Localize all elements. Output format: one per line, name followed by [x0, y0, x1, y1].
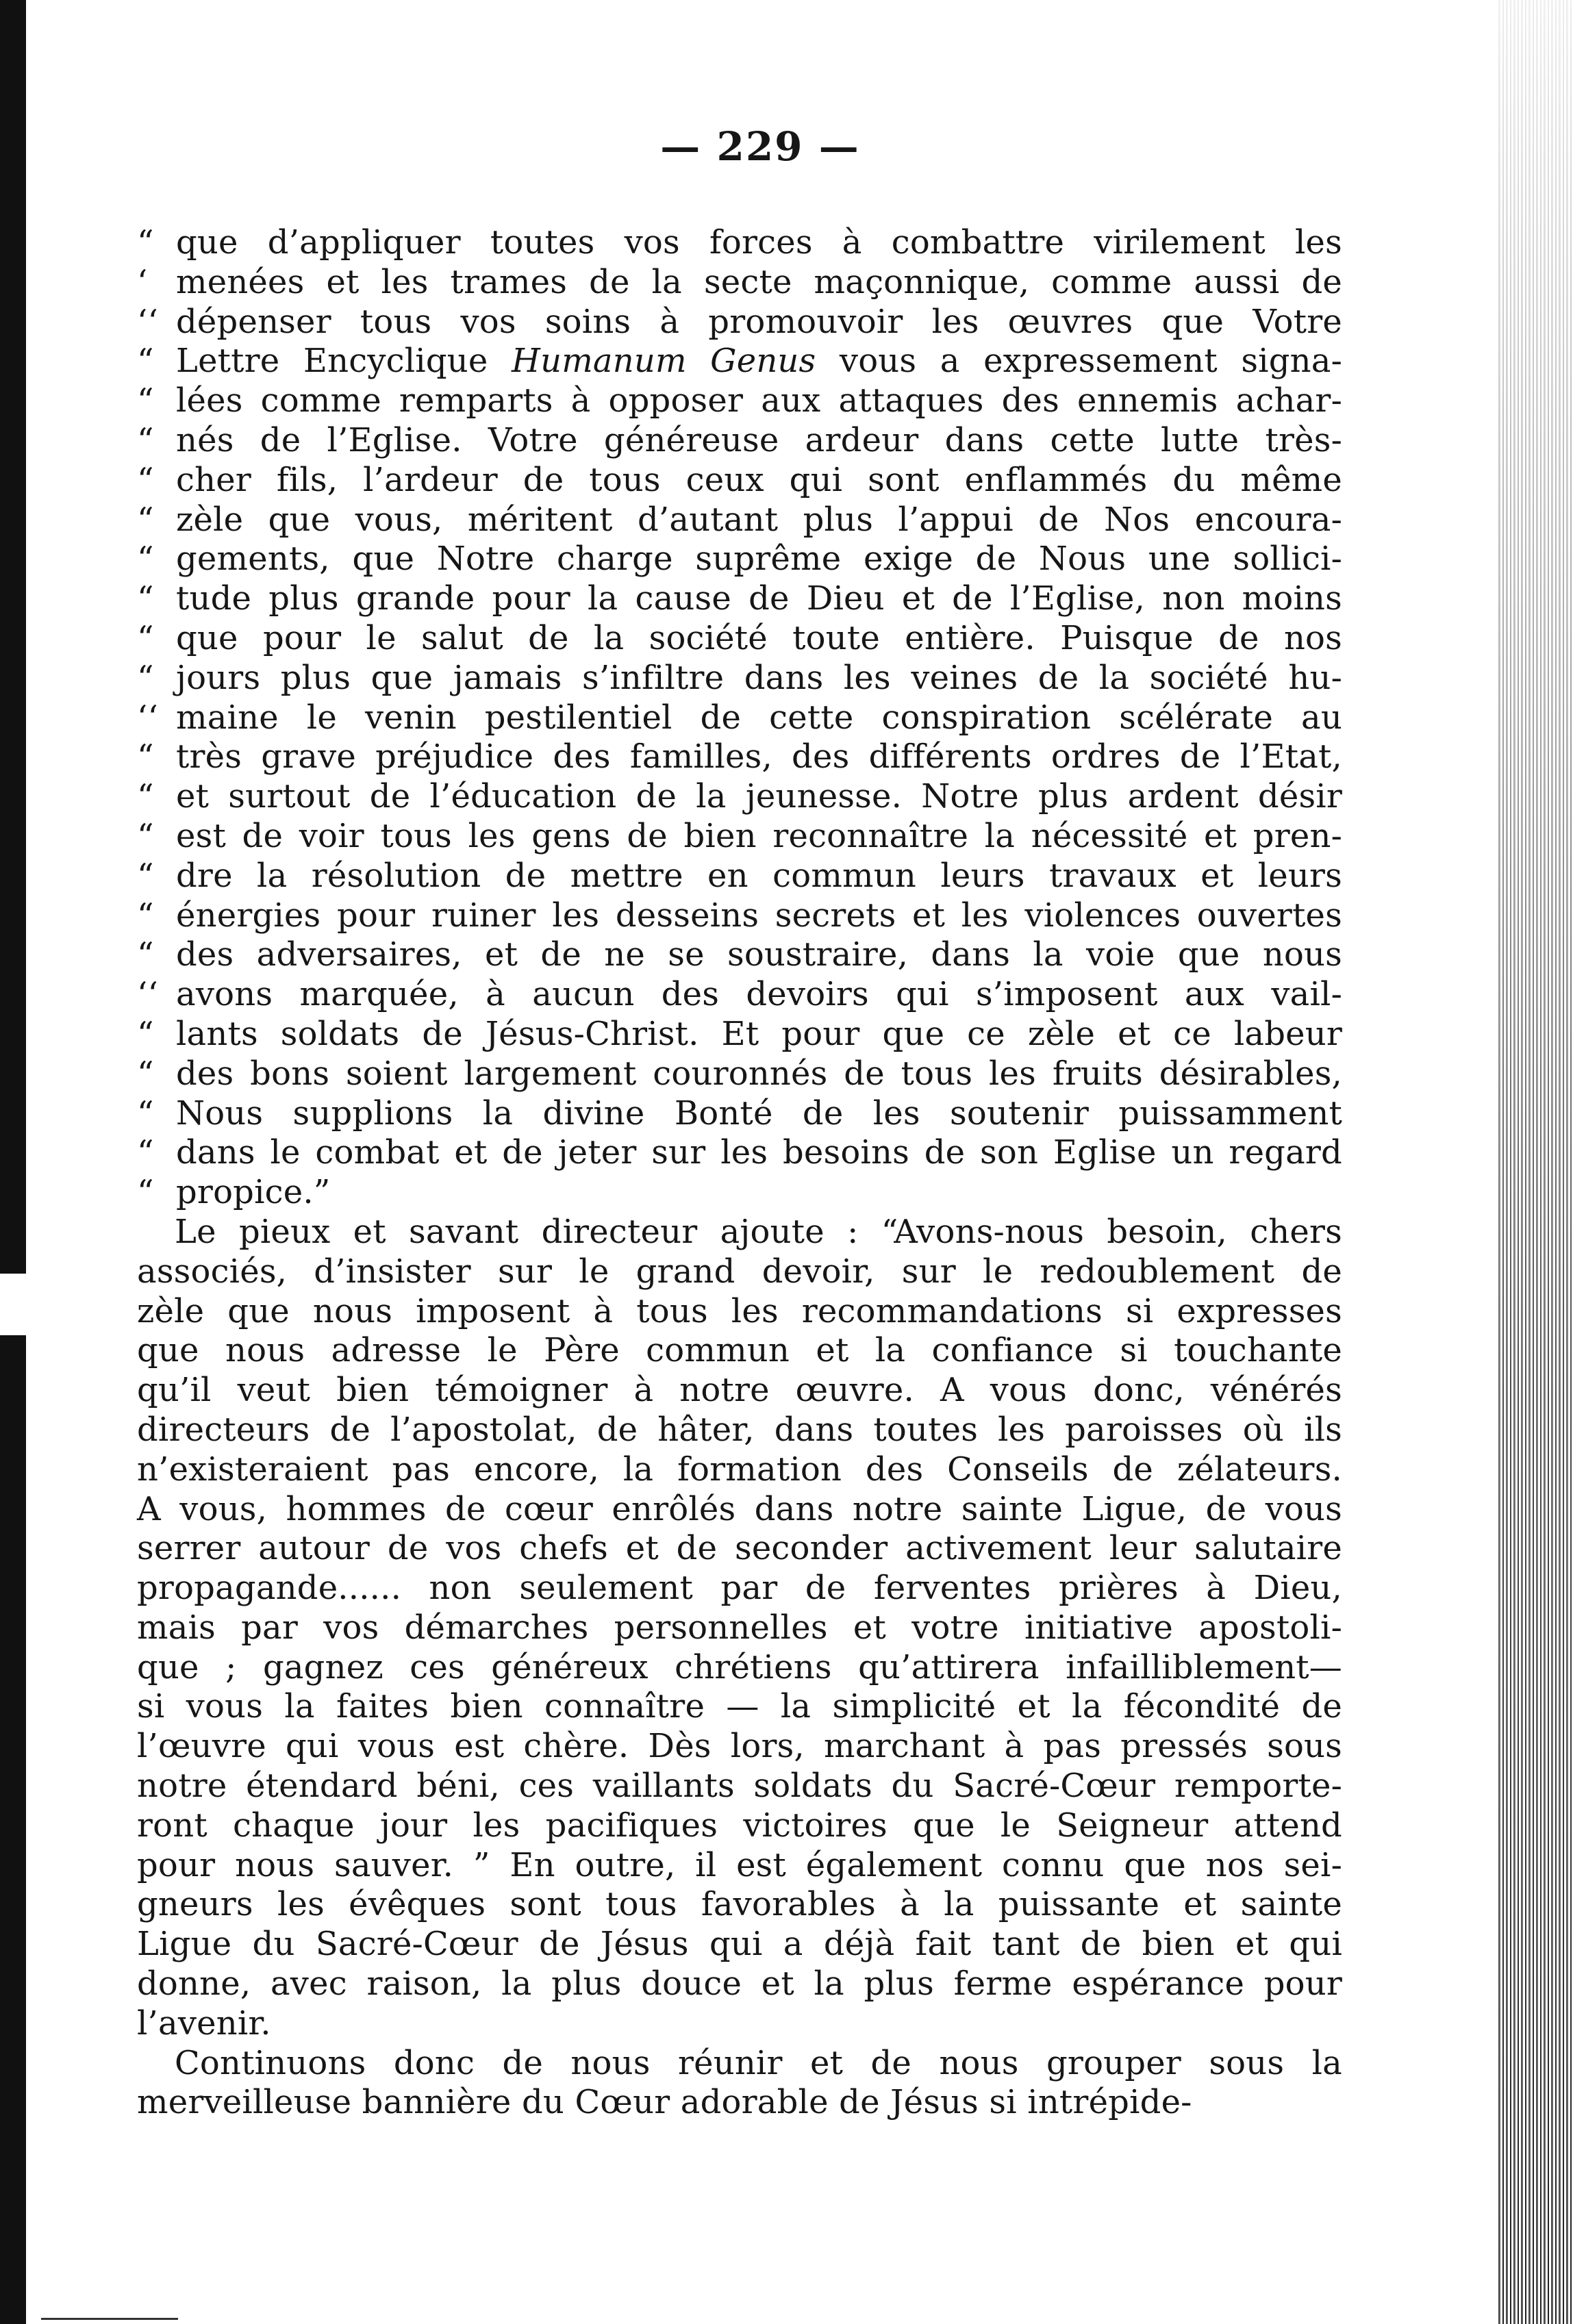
paragraph-line: que ; gagnez ces généreux chrétiens qu’attirera infailliblement—	[137, 1647, 1342, 1687]
quoted-line	[137, 579, 1342, 619]
quoted-line-text: que pour le salut de la société toute entière. Puisque de nos	[176, 618, 1342, 657]
quoted-line	[137, 935, 1342, 975]
quoted-line-text: énergies pour ruiner les desseins secrets et les violences ouvertes	[176, 896, 1342, 935]
quoted-line	[137, 975, 1342, 1015]
paragraph-line: directeurs de l’apostolat, de hâter, dans toutes les paroisses où ils	[137, 1410, 1342, 1449]
quote-mark: “	[137, 658, 154, 697]
quoted-line-text: tude plus grande pour la cause de Dieu et de l’Eglise, non moins	[176, 579, 1342, 618]
quote-mark: “	[137, 381, 154, 420]
quoted-line-text: est de voir tous les gens de bien reconnaître la nécessité et pren-	[176, 816, 1342, 855]
quoted-line-text: Lettre Encyclique Humanum Genus vous a expressement signa-	[176, 342, 1342, 381]
quote-mark: “	[137, 1054, 154, 1093]
quote-mark: “	[137, 540, 154, 579]
quoted-line	[137, 1054, 1342, 1094]
quoted-line	[137, 381, 1342, 421]
book-page	[137, 123, 1342, 2123]
paragraph-line: n’existeraient pas encore, la formation des Conseils de zélateurs.	[137, 1450, 1342, 1489]
quoted-line	[137, 1173, 1342, 1213]
quote-mark: “	[137, 816, 154, 855]
quote-mark: “	[137, 579, 154, 618]
paragraph-line: zèle que nous imposent à tous les recommandations si expresses	[137, 1291, 1342, 1330]
paragraph-line: propagande...... non seulement par de ferventes prières à Dieu,	[137, 1569, 1342, 1608]
quoted-line	[137, 501, 1342, 540]
paragraph-continuons	[137, 2044, 1342, 2123]
quote-mark: “	[137, 935, 154, 974]
quote-mark: ‘‘	[137, 975, 158, 1014]
quoted-line	[137, 817, 1342, 857]
paragraph-line: Ligue du Sacré-Cœur de Jésus qui a déjà fait tant de bien et qui	[137, 1925, 1342, 1964]
quote-mark: “	[137, 223, 154, 262]
quoted-line-text: zèle que vous, méritent d’autant plus l’appui de Nos encoura-	[176, 500, 1342, 539]
right-scan-edge-fade	[1496, 0, 1573, 2324]
quote-mark: ‘‘	[137, 302, 158, 341]
paragraph-line: que nous adresse le Père commun et la confiance si touchante	[137, 1331, 1342, 1370]
quote-mark: “	[137, 856, 154, 895]
paragraph-line: associés, d’insister sur le grand devoir, sur le redoublement de	[137, 1252, 1342, 1291]
paragraph-line: pour nous sauver. ” En outre, il est également connu que nos sei-	[137, 1845, 1342, 1884]
quoted-line	[137, 659, 1342, 698]
quoted-line	[137, 421, 1342, 461]
quoted-line-text: dre la résolution de mettre en commun leurs travaux et leurs	[176, 856, 1342, 895]
quote-mark: ‘‘	[137, 698, 158, 737]
paragraph-line: l’avenir.	[137, 2004, 271, 2043]
quoted-line	[137, 540, 1342, 579]
quoted-line	[137, 619, 1342, 659]
quoted-line-text: des bons soient largement couronnés de tous les fruits désirables,	[176, 1054, 1342, 1093]
quote-mark: “	[137, 500, 154, 539]
quoted-line-text: gements, que Notre charge suprême exige de Nous une sollici-	[176, 540, 1342, 579]
quoted-line-text: cher fils, l’ardeur de tous ceux qui sont enflammés du même	[176, 460, 1342, 499]
quote-mark: “	[137, 1014, 154, 1053]
quoted-line-text: jours plus que jamais s’infiltre dans les veines de la société hu-	[176, 658, 1342, 697]
quoted-line-text: lées comme remparts à opposer aux attaques des ennemis achar-	[176, 381, 1342, 420]
quoted-line-text: maine le venin pestilentiel de cette conspiration scélérate au	[176, 698, 1342, 737]
quote-mark: “	[137, 1133, 154, 1172]
quoted-line-text: dans le combat et de jeter sur les besoins de son Eglise un regard	[176, 1133, 1342, 1172]
paragraph-line: gneurs les évêques sont tous favorables à la puissante et sainte	[137, 1885, 1342, 1924]
quoted-line-text: que d’appliquer toutes vos forces à combattre virilement les	[176, 223, 1342, 262]
quote-mark: “	[137, 342, 154, 381]
paragraph-line: Le pieux et savant directeur ajoute : “Avons-nous besoin, chers	[175, 1212, 1342, 1251]
quoted-line-text: très grave préjudice des familles, des différents ordres de l’Etat,	[176, 737, 1342, 776]
quoted-line	[137, 1015, 1342, 1054]
quote-mark: “	[137, 460, 154, 499]
bottom-scan-rule	[41, 2318, 178, 2320]
quoted-line	[137, 461, 1342, 501]
quoted-line	[137, 1094, 1342, 1134]
quoted-line-text: nés de l’Eglise. Votre généreuse ardeur dans cette lutte très-	[176, 420, 1342, 459]
quoted-line	[137, 342, 1342, 381]
quote-mark: “	[137, 737, 154, 776]
quoted-line	[137, 777, 1342, 817]
paragraph-director	[137, 1213, 1342, 2044]
quoted-line-text: dépenser tous vos soins à promouvoir les œuvres que Votre	[176, 302, 1342, 341]
quoted-line-text: Nous supplions la divine Bonté de les soutenir puissamment	[176, 1094, 1342, 1133]
quote-mark: “	[137, 1094, 154, 1133]
paragraph-line: serrer autour de vos chefs et de seconder activement leur salutaire	[137, 1529, 1342, 1568]
quoted-line	[137, 698, 1342, 738]
quoted-line	[137, 857, 1342, 896]
paragraph-line: qu’il veut bien témoigner à notre œuvre. A vous donc, vénérés	[137, 1371, 1342, 1410]
quoted-line-text: des adversaires, et de ne se soustraire, dans la voie que nous	[176, 935, 1342, 974]
quoted-line-text: menées et les trames de la secte maçonnique, comme aussi de	[176, 262, 1342, 301]
paragraph-line: A vous, hommes de cœur enrôlés dans notre sainte Ligue, de vous	[137, 1489, 1342, 1528]
paragraph-line: donne, avec raison, la plus douce et la plus ferme espérance pour	[137, 1965, 1342, 2004]
quoted-line-text: propice.”	[176, 1173, 331, 1212]
paragraph-line: l’œuvre qui vous est chère. Dès lors, marchant à pas pressés sous	[137, 1727, 1342, 1766]
quoted-line	[137, 896, 1342, 936]
quoted-line	[137, 223, 1342, 263]
paragraph-line: Continuons donc de nous réunir et de nous grouper sous la	[175, 2043, 1342, 2082]
quoted-line-text: avons marquée, à aucun des devoirs qui s’imposent aux vail-	[176, 975, 1342, 1014]
quoted-line	[137, 263, 1342, 303]
paragraph-line: ront chaque jour les pacifiques victoires que le Seigneur attend	[137, 1806, 1342, 1845]
quote-mark: ‘	[137, 262, 148, 301]
paragraph-line: mais par vos démarches personnelles et votre initiative apostoli-	[137, 1608, 1342, 1647]
left-scan-edge	[0, 0, 26, 2324]
paragraph-line: merveilleuse bannière du Cœur adorable de Jésus si intrépide-	[137, 2083, 1192, 2122]
quote-mark: “	[137, 777, 154, 816]
paragraph-line: si vous la faites bien connaître — la simplicité et la fécondité de	[137, 1687, 1342, 1726]
quoted-line	[137, 737, 1342, 777]
quoted-letter	[137, 223, 1342, 1213]
quoted-line	[137, 1133, 1342, 1173]
quoted-line-text: lants soldats de Jésus-Christ. Et pour que ce zèle et ce labeur	[176, 1014, 1342, 1053]
quote-mark: “	[137, 420, 154, 459]
quote-mark: “	[137, 896, 154, 935]
page-number: — 229 —	[660, 123, 860, 170]
quoted-line-text: et surtout de l’éducation de la jeunesse. Notre plus ardent désir	[176, 777, 1342, 816]
paragraph-line: notre étendard béni, ces vaillants soldats du Sacré-Cœur remporte-	[137, 1767, 1342, 1806]
left-scan-edge-gap	[0, 1274, 26, 1335]
quote-mark: “	[137, 1173, 154, 1212]
quoted-line	[137, 303, 1342, 342]
quote-mark: “	[137, 618, 154, 657]
